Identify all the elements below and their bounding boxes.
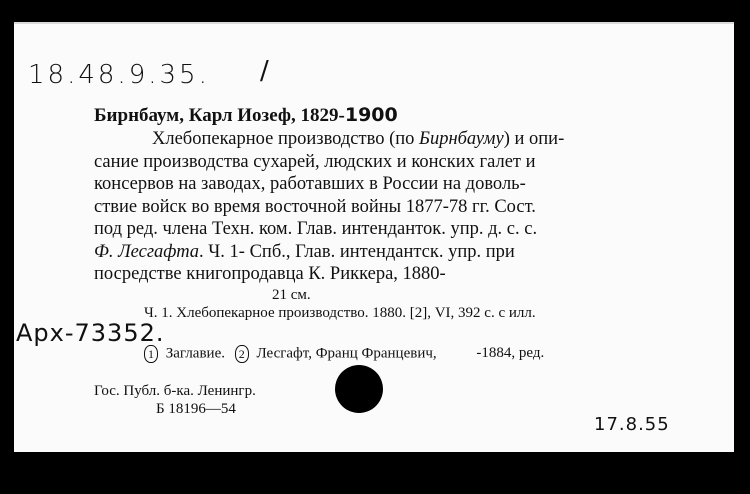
author-name: Бирнбаум, Карл Иозеф, 1829- bbox=[94, 105, 345, 126]
bibliographic-description bbox=[94, 128, 734, 286]
library-name: Гос. Публ. б-ка. Ленингр. bbox=[94, 383, 256, 399]
description-line: Хлебопекарное производство (по Бирнбауму) и опи- bbox=[152, 129, 565, 149]
tracing-mark-2: 2 bbox=[235, 345, 249, 363]
handwritten-date: 17.8.55 bbox=[594, 414, 670, 435]
punch-hole bbox=[335, 365, 383, 413]
author-death-year: 1900 bbox=[344, 104, 398, 126]
description-line: консервов на заводах, работавших в России на доволь- bbox=[94, 174, 526, 194]
description-line: ствие войск во время восточной войны 1877-78 гг. Сост. bbox=[94, 196, 536, 217]
pencil-tick-mark: / bbox=[260, 56, 271, 86]
handwritten-archive-number: Арх-73352. bbox=[16, 319, 165, 347]
description-line: сание производства сухарей, людских и конских галет и bbox=[94, 151, 536, 172]
series-note: Ч. 1. Хлебопекарное производство. 1880. [2], VI, 392 с. с илл. bbox=[144, 305, 536, 321]
author-heading bbox=[94, 104, 398, 127]
accession-number: 18.48.9.35. bbox=[28, 60, 210, 90]
card-edge bbox=[14, 22, 734, 24]
description-line: под ред. члена Техн. ком. Глав. интенданток. упр. д. с. с. bbox=[94, 219, 538, 239]
tracing-mark-1: 1 bbox=[144, 345, 158, 363]
tracing-editor-dates: -1884, ред. bbox=[476, 345, 545, 362]
physical-size: 21 см. bbox=[272, 287, 311, 303]
description-line: Ф. Лесгафта. Ч. 1- Спб., Глав. интендантск. упр. при bbox=[94, 241, 515, 262]
catalog-card bbox=[14, 22, 734, 452]
tracing-title: Заглавие. bbox=[165, 345, 225, 362]
description-line: посредстве книгопродавца К. Риккера, 1880- bbox=[94, 264, 446, 284]
tracing-editor: Лесгафт, Франц Францевич, bbox=[256, 345, 437, 362]
library-code: Б 18196—54 bbox=[156, 401, 236, 417]
tracings bbox=[144, 345, 544, 363]
library-stamp bbox=[94, 382, 256, 418]
